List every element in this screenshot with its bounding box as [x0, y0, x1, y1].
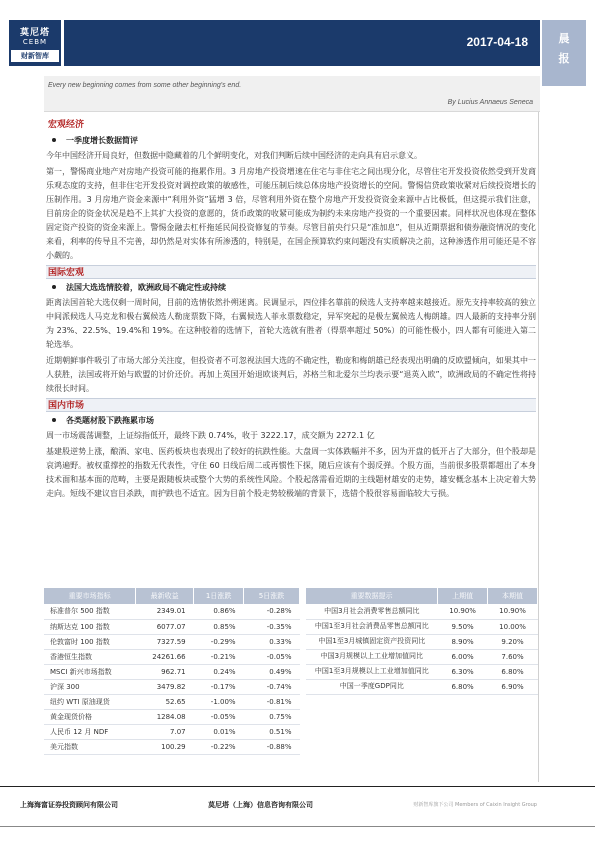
previous-value: 6.00% [438, 649, 488, 664]
indicator-change-1d: 0.24% [194, 664, 244, 679]
section-title-domestic: 国内市场 [46, 398, 536, 412]
subsection-domestic [46, 414, 536, 428]
right-divider [538, 112, 539, 782]
indicator-change-1d: -0.05% [194, 709, 244, 724]
subsection-title: 法国大选选情胶着，欧洲政局不确定性或持续 [66, 283, 226, 292]
indicator-change-1d: -0.17% [194, 679, 244, 694]
indicator-change-5d: 0.75% [244, 709, 300, 724]
table-row [44, 739, 300, 754]
section-title-intl: 国际宏观 [46, 265, 536, 279]
table-row [306, 649, 538, 664]
indicator-change-1d: -0.29% [194, 634, 244, 649]
data-item-name: 中国1至3月规模以上工业增加值同比 [306, 664, 438, 679]
table-row [306, 604, 538, 619]
table-row [44, 649, 300, 664]
footer-company-2: 莫尼塔（上海）信息咨询有限公司 [208, 801, 313, 809]
current-value: 10.00% [488, 619, 538, 634]
subsection-title: 各类题材股下跌拖累市场 [66, 416, 154, 425]
indicator-change-1d: 0.01% [194, 724, 244, 739]
paragraph: 基建股逆势上涨，酿酒、家电、医药板块也表现出了较好的抗跌性能。大盘周一实体跌幅并不多，因为开盘的低开占了大部分，但个股却是哀鸿遍野。被权重撑控的指数无代表性，守住 60 日线后周二或再惯性下探，随后应该有个弱反弹。个股方面，当前很多股票都超出了本身技术面和基本面的范畴，主要是跟随板块或整个大势的系统性风险。个股起落需看近期的主线题材雄安的走势，雄安概念基本上决定着大势走向。短线不建议盲目杀跌，而护跌也不适宜。因为目前个股走势较极端的背景下，选错个股很容易面临较大亏损。 [46, 447, 536, 498]
indicator-change-5d: -0.28% [244, 604, 300, 619]
indicator-change-5d: -0.88% [244, 739, 300, 754]
section-title-macro: 宏观经济 [48, 120, 85, 130]
previous-value: 6.80% [438, 679, 488, 694]
indicator-value: 52.65 [136, 694, 194, 709]
indicator-name: 人民币 12 月 NDF [44, 724, 136, 739]
column-header: 5日涨跌 [244, 588, 300, 604]
table-row [306, 634, 538, 649]
table-row [44, 694, 300, 709]
current-value: 10.90% [488, 604, 538, 619]
table-row [306, 664, 538, 679]
indicator-value: 7.07 [136, 724, 194, 739]
paragraph: 近期朝鲜事件吸引了市场大部分关注度，但投资者不可忽视法国大选的不确定性，勒庞和梅朗雄已经表现出明确的反欧盟倾向，如果其中一人获胜，法国或将开始与欧盟的讨价还价。再加上英国开始退欧谈判后，苏格兰和北爱尔兰均表示要“退英入欧”，欧洲政局的不确定性将持续很长时间。 [46, 356, 536, 393]
subsection-macro [46, 134, 536, 148]
column-header: 本期值 [488, 588, 538, 604]
column-header: 1日涨跌 [194, 588, 244, 604]
indicator-value: 1284.08 [136, 709, 194, 724]
footer-note: 财新智库旗下公司 Members of Caixin Insight Group [413, 802, 537, 808]
indicator-change-5d: 0.51% [244, 724, 300, 739]
quote-author: By Lucius Annaeus Seneca [447, 99, 533, 106]
report-type-char-1: 晨 [558, 32, 570, 45]
current-value: 9.20% [488, 634, 538, 649]
economic-data-table [306, 588, 538, 695]
paragraph: 周一市场震荡调整，上证综指低开，最终下跌 0.74%，收于 3222.17，成交额为 2272.1 亿 [46, 431, 375, 440]
logo-text-cn: 莫尼塔 [19, 28, 50, 38]
table-row [44, 679, 300, 694]
subsection-title: 一季度增长数据简评 [66, 136, 138, 145]
indicator-name: 伦敦富时 100 指数 [44, 634, 136, 649]
indicator-value: 24261.66 [136, 649, 194, 664]
bullet-icon [52, 418, 56, 422]
indicator-change-1d: -0.21% [194, 649, 244, 664]
indicator-name: 纳斯达克 100 指数 [44, 619, 136, 634]
footer-company-1: 上海海富证券投资顾问有限公司 [20, 801, 118, 809]
table-header-row [44, 588, 300, 604]
indicator-change-5d: 0.49% [244, 664, 300, 679]
tables-area [44, 588, 538, 778]
indicator-value: 2349.01 [136, 604, 194, 619]
data-item-name: 中国一季度GDP同比 [306, 679, 438, 694]
column-header: 重要数据提示 [306, 588, 438, 604]
indicator-change-5d: -0.74% [244, 679, 300, 694]
indicator-change-5d: 0.33% [244, 634, 300, 649]
indicator-value: 100.29 [136, 739, 194, 754]
indicator-name: 标准普尔 500 指数 [44, 604, 136, 619]
column-header: 最新收益 [136, 588, 194, 604]
table-row [44, 634, 300, 649]
previous-value: 10.90% [438, 604, 488, 619]
table-row [44, 709, 300, 724]
data-item-name: 中国1至3月社会消费品零售总额同比 [306, 619, 438, 634]
indicator-change-1d: -0.22% [194, 739, 244, 754]
report-body [46, 118, 536, 503]
data-item-name: 中国1至3月城镇固定资产投资同比 [306, 634, 438, 649]
table-row [44, 619, 300, 634]
paragraph: 距离法国首轮大选仅剩一周时间，目前的选情依然扑朔迷离。民调显示，四位排名靠前的候选人支持率越来越接近。原先支持率较高的独立中间派候选人马克龙和极右翼候选人勒庞票数下降，右翼候选人菲永票数稳定，异军突起的是极左翼候选人梅朗雄。四人最新的支持率分别为 23%、22.5%、19.4%和 19%。在这种胶着的选情下，首轮大选就有胜者（得票率超过 50%）的可能性极小，四人都有可能进入第二轮选举。 [46, 298, 536, 349]
report-type-char-2: 报 [558, 52, 570, 65]
current-value: 7.60% [488, 649, 538, 664]
indicator-change-5d: -0.35% [244, 619, 300, 634]
current-value: 6.80% [488, 664, 538, 679]
indicator-change-5d: -0.05% [244, 649, 300, 664]
previous-value: 8.90% [438, 634, 488, 649]
column-header: 重要市场指标 [44, 588, 136, 604]
bullet-icon [52, 138, 56, 142]
indicator-name: 香港恒生指数 [44, 649, 136, 664]
table-row [44, 664, 300, 679]
column-header: 上期值 [438, 588, 488, 604]
indicator-name: 沪深 300 [44, 679, 136, 694]
indicator-name: 黄金现货价格 [44, 709, 136, 724]
indicator-name: 纽约 WTI 原油现货 [44, 694, 136, 709]
market-indicator-table [44, 588, 300, 755]
footer-divider [0, 786, 595, 787]
table-row [306, 619, 538, 634]
indicator-change-1d: 0.86% [194, 604, 244, 619]
logo-text-en: CEBM [22, 38, 48, 46]
header-bar [64, 20, 540, 66]
quote-text: Every new beginning comes from some other beginning's end. [48, 82, 242, 89]
table-row [44, 724, 300, 739]
indicator-name: 美元指数 [44, 739, 136, 754]
report-type-tab [542, 20, 586, 86]
footer-bottom-divider [0, 826, 595, 827]
indicator-change-1d: -1.00% [194, 694, 244, 709]
table-header-row [306, 588, 538, 604]
indicator-value: 6077.07 [136, 619, 194, 634]
indicator-value: 7327.59 [136, 634, 194, 649]
subsection-intl [46, 281, 536, 295]
paragraph: 第一，警惕商业地产对房地产投资可能的拖累作用。3 月房地产投资增速在住宅与非住宅之间出现分化，尽管住宅开发投资依然受到开发商乐观态度的支持，但非住宅开发投资对调控政策的敏感性，可能压制后续总体房地产投资增长的空间。警惕信贷政策收紧对后续投资增长的压制作用。3 月房地产资金来源中“利用外资”猛增 3 倍，尽管利用外资在整个房地产开发投资资金来源中占比极低，但这提示我们注意，目前房企的资金状况是趋不上其扩大投资的意愿的，货币政策的收紧可能成为制约未来房地产投资的一个重要因素。同样状况也体现在整体固定资产投资的资金来源上。警惕金融去杠杆拖延民间投资修复的节奏。尽管目前央行只是“准加息”，但从近期票据和债券融资情况的变化来看，利率的传导且不完善，却仍然是对实体有所渗透的，特别是，在国企预算软约束问题没有实质解决之前，这种渗透作用可能还是不容小觑的。 [46, 167, 536, 260]
previous-value: 9.50% [438, 619, 488, 634]
table-row [44, 604, 300, 619]
logo-text-group: 财新智库 [11, 50, 59, 62]
indicator-value: 962.71 [136, 664, 194, 679]
paragraph: 今年中国经济开局良好，但数据中隐藏着的几个鲜明变化，对我们判断后续中国经济的走向具有启示意义。 [46, 151, 422, 160]
report-date: 2017-04-18 [466, 35, 528, 49]
bullet-icon [52, 285, 56, 289]
indicator-name: MSCI 新兴市场指数 [44, 664, 136, 679]
indicator-change-5d: -0.81% [244, 694, 300, 709]
company-logo [9, 20, 61, 66]
data-item-name: 中国3月社会消费零售总额同比 [306, 604, 438, 619]
previous-value: 6.30% [438, 664, 488, 679]
table-row [306, 679, 538, 694]
indicator-value: 3479.82 [136, 679, 194, 694]
indicator-change-1d: 0.85% [194, 619, 244, 634]
current-value: 6.90% [488, 679, 538, 694]
data-item-name: 中国3月规模以上工业增加值同比 [306, 649, 438, 664]
